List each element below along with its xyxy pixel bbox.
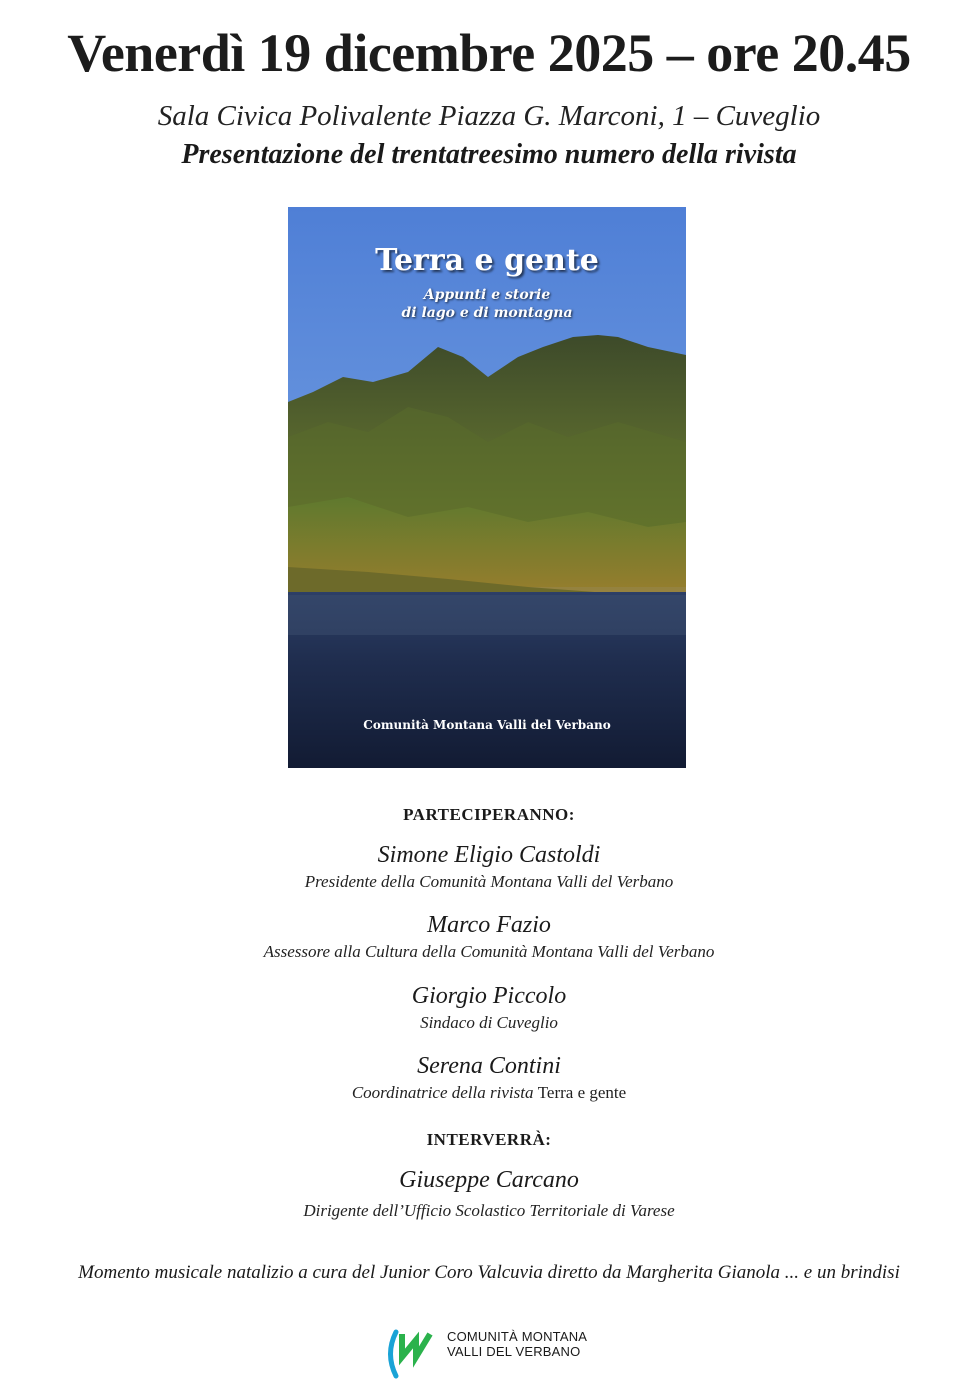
magazine-cover-image (288, 207, 686, 768)
community-logo (386, 1326, 606, 1382)
cover-subtitle-line1: Appunti e storie (423, 287, 551, 303)
speaker-name: Giuseppe Carcano (399, 1167, 579, 1193)
participants-label: PARTECIPERANNO: (403, 805, 575, 824)
event-date-time: Venerdì 19 dicembre 2025 – ore 20.45 (67, 23, 911, 83)
speaker-role: Dirigente dell’Ufficio Scolastico Territoriale di Varese (303, 1201, 675, 1220)
event-venue: Sala Civica Polivalente Piazza G. Marconi, 1 – Cuveglio (157, 100, 821, 132)
speaker-label: INTERVERRÀ: (426, 1130, 552, 1149)
participant-role-text: Coordinatrice della rivista (351, 1083, 534, 1102)
logo-line1: COMUNITÀ MONTANA (447, 1329, 588, 1344)
cover-title: Terra e gente (375, 243, 599, 278)
participant-role (0, 1083, 978, 1103)
participant-role: Assessore alla Cultura della Comunità Montana Valli del Verbano (263, 942, 715, 961)
logo-mark-icon (386, 1326, 442, 1382)
event-subtitle: Presentazione del trentatreesimo numero della rivista (181, 139, 797, 170)
cover-subtitle-line2: di lago e di montagna (401, 305, 573, 321)
participant-role: Presidente della Comunità Montana Valli del Verbano (304, 872, 674, 891)
participant-name: Marco Fazio (427, 912, 551, 938)
closing-note: Momento musicale natalizio a cura del Junior Coro Valcuvia diretto da Margherita Gianola ... e un brindisi (78, 1262, 900, 1283)
participant-name: Simone Eligio Castoldi (377, 842, 601, 868)
participant-name: Serena Contini (417, 1053, 561, 1079)
cover-subtitle (288, 286, 686, 322)
magazine-name: Terra e gente (537, 1083, 627, 1102)
logo-line2: VALLI DEL VERBANO (447, 1344, 581, 1359)
participant-name: Giorgio Piccolo (411, 983, 567, 1009)
cover-publisher: Comunità Montana Valli del Verbano (363, 718, 611, 732)
logo-text (447, 1329, 587, 1359)
participant-role: Sindaco di Cuveglio (420, 1013, 558, 1032)
